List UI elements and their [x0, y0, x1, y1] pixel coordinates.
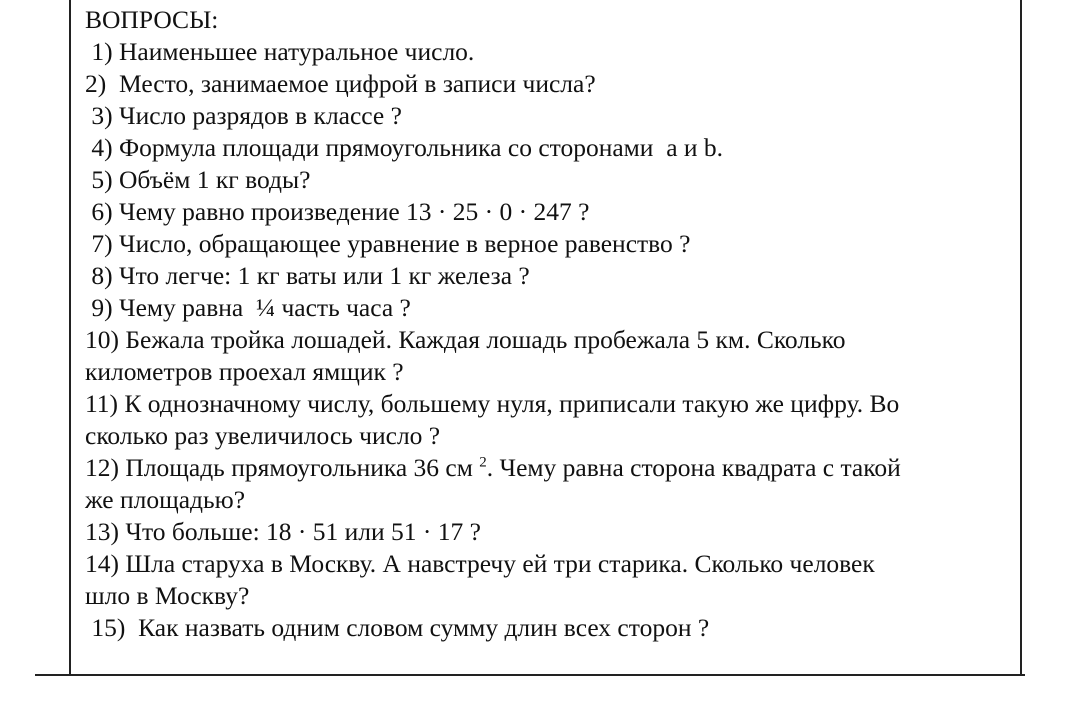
- heading: ВОПРОСЫ:: [85, 5, 219, 34]
- question-6: 6) Чему равно произведение 13 · 25 · 0 · 247 ?: [85, 197, 590, 226]
- question-14-line-1: 14) Шла старуха в Москву. А навстречу ей три старика. Сколько человек: [85, 549, 875, 578]
- question-2: 2) Место, занимаемое цифрой в записи числа?: [85, 69, 596, 98]
- question-1: 1) Наименьшее натуральное число.: [85, 37, 475, 66]
- question-12-text-end: . Чему равна сторона квадрата с такой: [486, 453, 901, 482]
- bottom-rule: [35, 674, 1025, 676]
- question-14-line-2: шло в Москву?: [85, 581, 250, 610]
- question-12-text-start: 12) Площадь прямоугольника 36 см: [85, 453, 480, 482]
- question-12-line-1: [85, 452, 1010, 484]
- question-9: 9) Чему равна ¼ часть часа ?: [85, 293, 411, 322]
- question-13: 13) Что больше: 18 · 51 или 51 · 17 ?: [85, 517, 481, 546]
- superscript-2: 2: [479, 454, 487, 471]
- question-7: 7) Число, обращающее уравнение в верное равенство ?: [85, 229, 691, 258]
- question-12-line-2: же площадью?: [85, 485, 246, 514]
- question-15: 15) Как назвать одним словом сумму длин всех сторон ?: [85, 613, 710, 642]
- question-4: 4) Формула площади прямоугольника со сторонами a и b.: [85, 133, 724, 162]
- question-5: 5) Объём 1 кг воды?: [85, 165, 311, 194]
- question-3: 3) Число разрядов в классе ?: [85, 101, 402, 130]
- question-8: 8) Что легче: 1 кг ваты или 1 кг железа ?: [85, 261, 530, 290]
- question-10-line-1: 10) Бежала тройка лошадей. Каждая лошадь пробежала 5 км. Сколько: [85, 325, 846, 354]
- question-11-line-2: сколько раз увеличилось число ?: [85, 421, 441, 450]
- question-11-line-1: 11) К однозначному числу, большему нуля, приписали такую же цифру. Во: [85, 389, 900, 418]
- question-10-line-2: километров проехал ямщик ?: [85, 357, 404, 386]
- questions-document: [85, 4, 1010, 644]
